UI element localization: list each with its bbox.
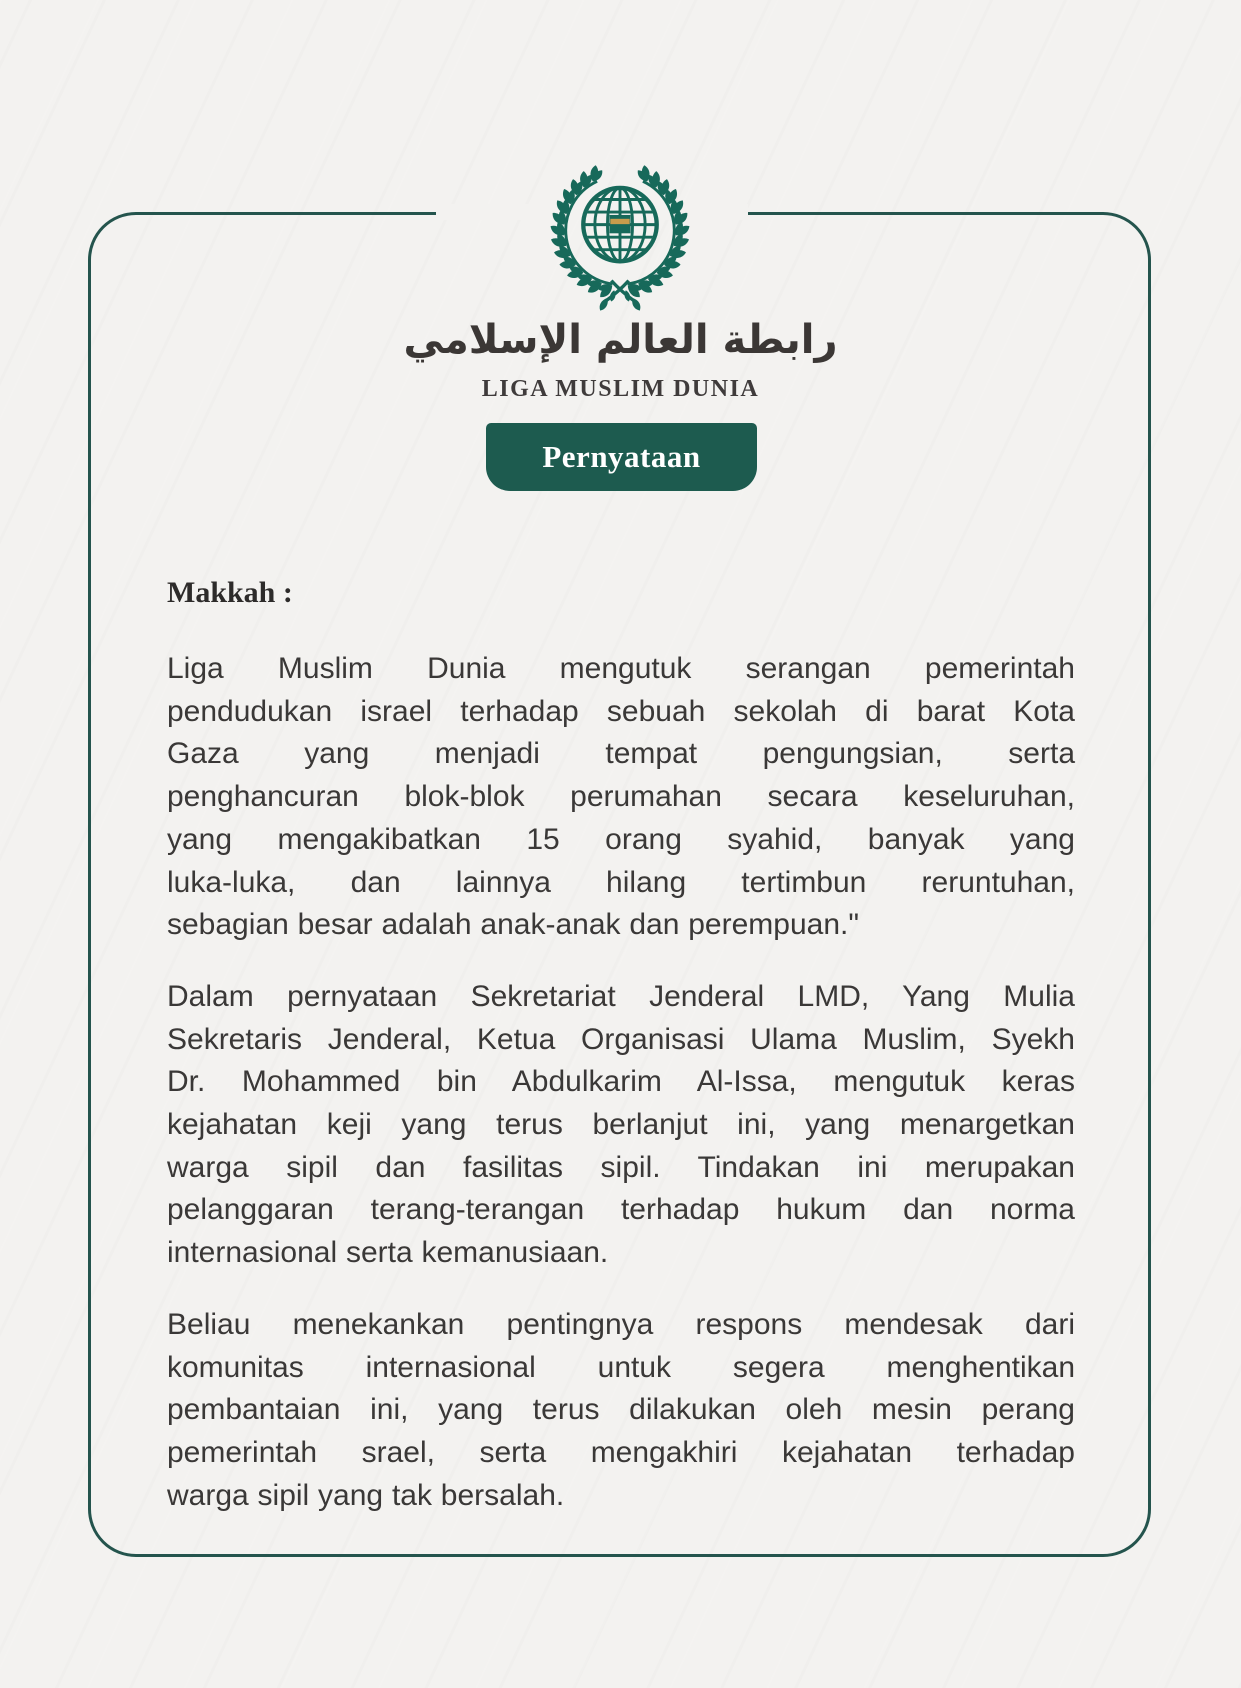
- paragraph: [167, 1304, 1075, 1518]
- paragraph-line: luka-luka, dan lainnya hilang tertimbun reruntuhan,: [167, 865, 1075, 899]
- paragraph-line: kejahatan keji yang terus berlanjut ini, yang menargetkan: [167, 1108, 1075, 1142]
- paragraph-line: pendudukan israel terhadap sebuah sekolah di barat Kota: [167, 694, 1075, 728]
- statement-type-badge-label: Pernyataan: [542, 439, 701, 474]
- paragraph: [167, 648, 1075, 947]
- paragraph-line: sebagian besar adalah anak-anak dan perempuan.": [167, 908, 859, 942]
- paragraph-line: Liga Muslim Dunia mengutuk serangan pemerintah: [167, 652, 1075, 685]
- paragraph-line: Sekretaris Jenderal, Ketua Organisasi Ulama Muslim, Syekh: [167, 1022, 1075, 1056]
- paragraph-line: Beliau menekankan pentingnya respons mendesak dari: [167, 1307, 1075, 1341]
- paragraph: [167, 976, 1075, 1275]
- statement-body: [167, 574, 1075, 1517]
- brand-arabic-name: رابطة العالم الإسلامي: [403, 317, 838, 363]
- paragraph-line: pemerintah srael, serta mengakhiri kejahatan terhadap: [167, 1435, 1075, 1469]
- paragraph-line: penghancuran blok-blok perumahan secara keseluruhan,: [167, 780, 1075, 814]
- statement-location-heading: Makkah :: [167, 576, 293, 609]
- paragraph-line: warga sipil dan fasilitas sipil. Tindakan ini merupakan: [167, 1150, 1075, 1184]
- paragraph-line: komunitas internasional untuk segera menghentikan: [167, 1350, 1075, 1384]
- brand-latin-name: LIGA MUSLIM DUNIA: [481, 376, 760, 402]
- paragraph-line: Gaza yang menjadi tempat pengungsian, serta: [167, 737, 1075, 771]
- statement-paragraphs: [167, 648, 1075, 1517]
- kaaba-mark: [609, 215, 630, 233]
- paragraph-line: yang mengakibatkan 15 orang syahid, banyak yang: [167, 822, 1075, 856]
- paragraph-line: Dr. Mohammed bin Abdulkarim Al-Issa, mengutuk keras: [167, 1065, 1075, 1099]
- paragraph-line: pembantaian ini, yang terus dilakukan oleh mesin perang: [167, 1393, 1075, 1427]
- statement-type-badge: [486, 423, 757, 491]
- paragraph-line: warga sipil yang tak bersalah.: [167, 1478, 565, 1512]
- paragraph-line: Dalam pernyataan Sekretariat Jenderal LMD, Yang Mulia: [167, 979, 1075, 1013]
- paragraph-line: pelanggaran terang-terangan terhadap hukum dan norma: [167, 1193, 1075, 1227]
- paragraph-line: internasional serta kemanusiaan.: [167, 1236, 609, 1270]
